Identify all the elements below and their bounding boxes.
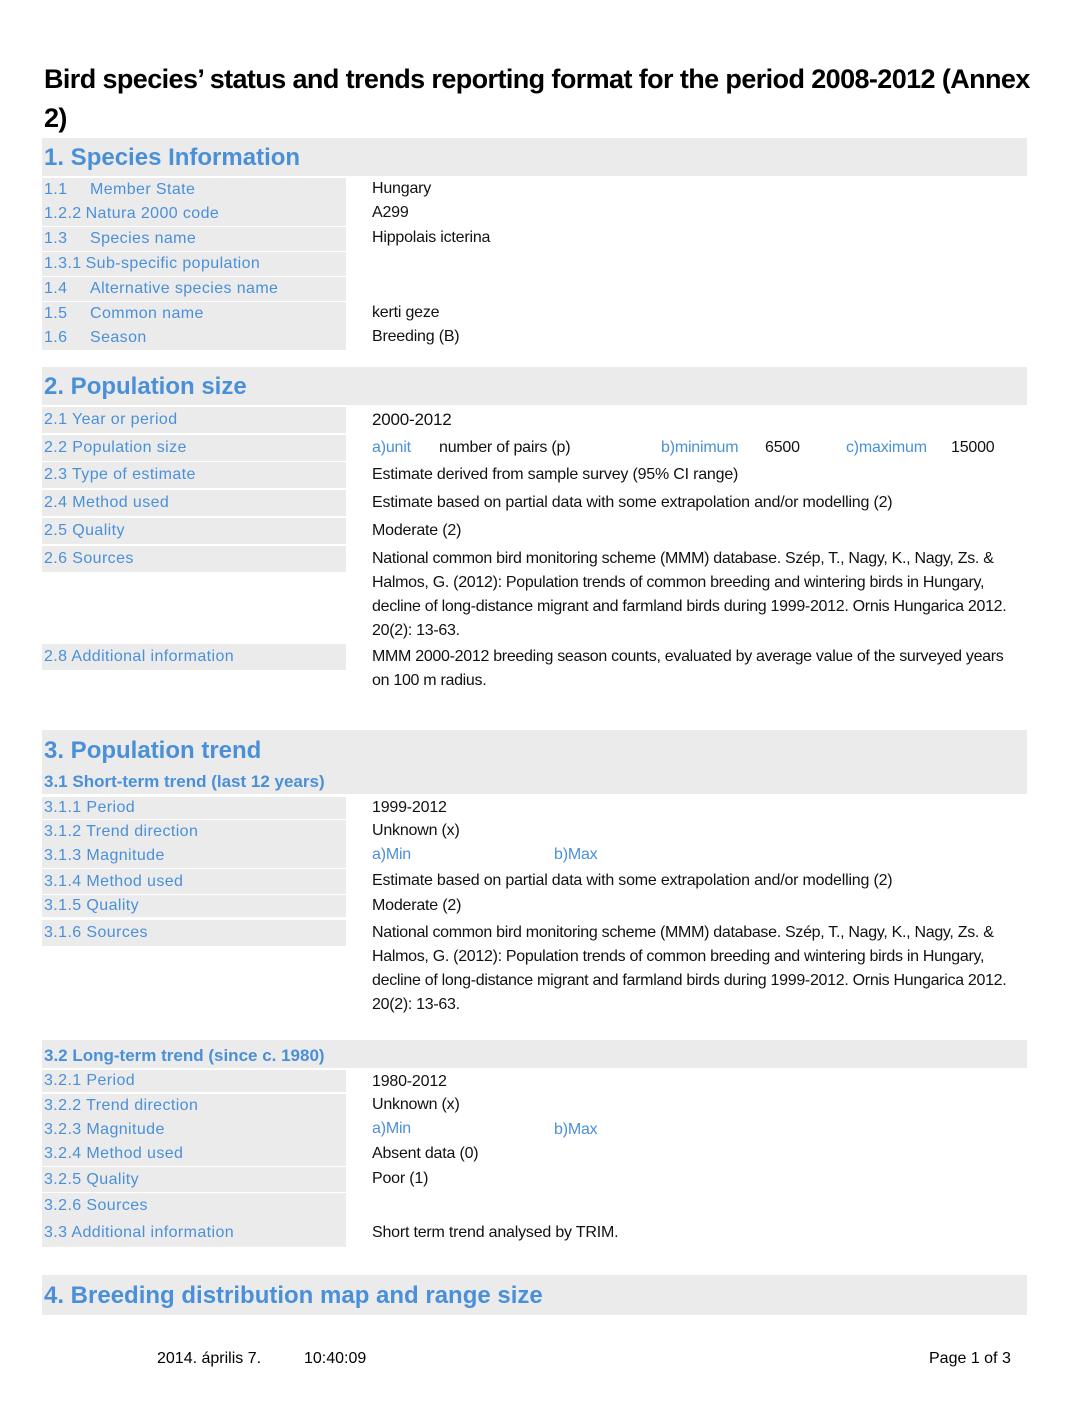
estimate-type-label: 2.3 Type of estimate	[42, 462, 346, 488]
quality-value: Moderate (2)	[372, 522, 462, 539]
species-info-number: 1.3.1	[44, 255, 82, 272]
sources-label: 2.6 Sources	[42, 546, 346, 572]
short-sources-value: National common bird monitoring scheme (MMM) database. Szép, T., Nagy, K., Nagy, Zs. & Halmos, G. (2012): Population trends of common breeding and wintering birds in Hungary, decline of long-distance migrant and farmland birds during 1999-2012. Ornis Hungarica 2012. 20(2): 13-63.	[372, 924, 1007, 1013]
species-info-label	[42, 202, 346, 226]
short-method-label: 3.1.4 Method used	[42, 869, 346, 894]
footer-date: 2014. április 7.	[157, 1350, 262, 1367]
species-info-value: Hungary	[372, 180, 432, 197]
method-value: Estimate based on partial data with some extrapolation and/or modelling (2)	[372, 494, 893, 511]
species-info-value: Breeding (B)	[372, 328, 460, 345]
long-quality-label: 3.2.5 Quality	[42, 1167, 346, 1192]
additional-info-label: 2.8 Additional information	[42, 644, 346, 670]
section-3-heading: 3. Population trend	[44, 737, 262, 764]
population-size-label: 2.2 Population size	[42, 435, 346, 461]
long-period-value: 1980-2012	[372, 1073, 447, 1090]
long-max-label: b)Max	[554, 1121, 598, 1138]
footer-page-number: Page 1 of 3	[929, 1350, 1011, 1367]
short-method-value: Estimate based on partial data with some extrapolation and/or modelling (2)	[372, 872, 893, 889]
species-info-label-text: Species name	[90, 230, 197, 247]
year-label: 2.1 Year or period	[42, 407, 346, 433]
long-method-value: Absent data (0)	[372, 1145, 479, 1162]
species-info-number: 1.4	[44, 280, 68, 297]
trend-additional-info-value: Short term trend analysed by TRIM.	[372, 1224, 619, 1241]
species-info-value: Hippolais icterina	[372, 229, 491, 246]
species-info-label-text: Sub-specific population	[85, 255, 261, 272]
species-info-number: 1.3	[44, 230, 68, 247]
long-method-label: 3.2.4 Method used	[42, 1142, 346, 1166]
species-info-number: 1.2.2	[44, 205, 82, 222]
species-info-label	[42, 252, 346, 276]
long-term-heading: 3.2 Long-term trend (since c. 1980)	[44, 1046, 325, 1065]
section-1-heading: 1. Species Information	[44, 144, 301, 171]
long-period-label: 3.2.1 Period	[42, 1070, 346, 1092]
species-info-label-text: Common name	[90, 305, 204, 322]
species-info-number: 1.5	[44, 305, 68, 322]
long-direction-value: Unknown (x)	[372, 1096, 460, 1113]
estimate-type-value: Estimate derived from sample survey (95% CI range)	[372, 466, 739, 483]
short-min-label: a)Min	[372, 846, 412, 863]
short-quality-value: Moderate (2)	[372, 897, 462, 914]
short-term-heading: 3.1 Short-term trend (last 12 years)	[44, 772, 325, 791]
long-min-label: a)Min	[372, 1120, 412, 1137]
quality-label: 2.5 Quality	[42, 518, 346, 544]
method-label: 2.4 Method used	[42, 490, 346, 516]
species-info-number: 1.1	[44, 181, 68, 198]
maximum-value: 15000	[951, 439, 995, 456]
minimum-value: 6500	[765, 439, 800, 456]
short-quality-label: 3.1.5 Quality	[42, 895, 346, 917]
maximum-label: c)maximum	[846, 439, 927, 456]
trend-additional-info-label: 3.3 Additional information	[42, 1219, 346, 1247]
long-quality-value: Poor (1)	[372, 1170, 429, 1187]
short-sources-label: 3.1.6 Sources	[42, 920, 346, 946]
footer-time: 10:40:09	[304, 1350, 367, 1367]
long-sources-label: 3.2.6 Sources	[42, 1193, 346, 1219]
short-magnitude-label: 3.1.3 Magnitude	[42, 844, 346, 868]
species-info-number: 1.6	[44, 329, 68, 346]
long-magnitude-label: 3.2.3 Magnitude	[42, 1118, 346, 1142]
species-info-label	[42, 326, 346, 350]
species-info-label-text: Natura 2000 code	[85, 205, 220, 222]
short-max-label: b)Max	[554, 846, 598, 863]
year-value: 2000-2012	[372, 410, 452, 429]
species-info-label	[42, 227, 346, 251]
species-info-value: kerti geze	[372, 304, 440, 321]
section-4-heading: 4. Breeding distribution map and range size	[44, 1282, 543, 1309]
long-direction-label: 3.2.2 Trend direction	[42, 1094, 346, 1118]
species-info-label	[42, 178, 346, 202]
species-info-label-text: Alternative species name	[90, 280, 279, 297]
unit-label: a)unit	[372, 439, 411, 456]
section-2-heading: 2. Population size	[44, 373, 247, 400]
short-direction-label: 3.1.2 Trend direction	[42, 820, 346, 844]
document-title: Bird species’ status and trends reporting format for the period 2008-2012 (Annex 2)	[44, 64, 1030, 133]
species-info-label-text: Season	[90, 329, 147, 346]
short-direction-value: Unknown (x)	[372, 822, 460, 839]
short-period-value: 1999-2012	[372, 799, 447, 816]
unit-value: number of pairs (p)	[439, 439, 571, 456]
species-info-label	[42, 302, 346, 326]
short-period-label: 3.1.1 Period	[42, 797, 346, 819]
additional-info-value: MMM 2000-2012 breeding season counts, evaluated by average value of the surveyed years on 100 m radius.	[372, 648, 1004, 689]
species-info-label	[42, 277, 346, 301]
species-info-label-text: Member State	[90, 181, 196, 198]
minimum-label: b)minimum	[661, 439, 739, 456]
species-info-value: A299	[372, 204, 409, 221]
sources-value: National common bird monitoring scheme (MMM) database. Szép, T., Nagy, K., Nagy, Zs. & Halmos, G. (2012): Population trends of common breeding and wintering birds in Hungary, decline of long-distance migrant and farmland birds during 1999-2012. Ornis Hungarica 2012. 20(2): 13-63.	[372, 550, 1007, 639]
